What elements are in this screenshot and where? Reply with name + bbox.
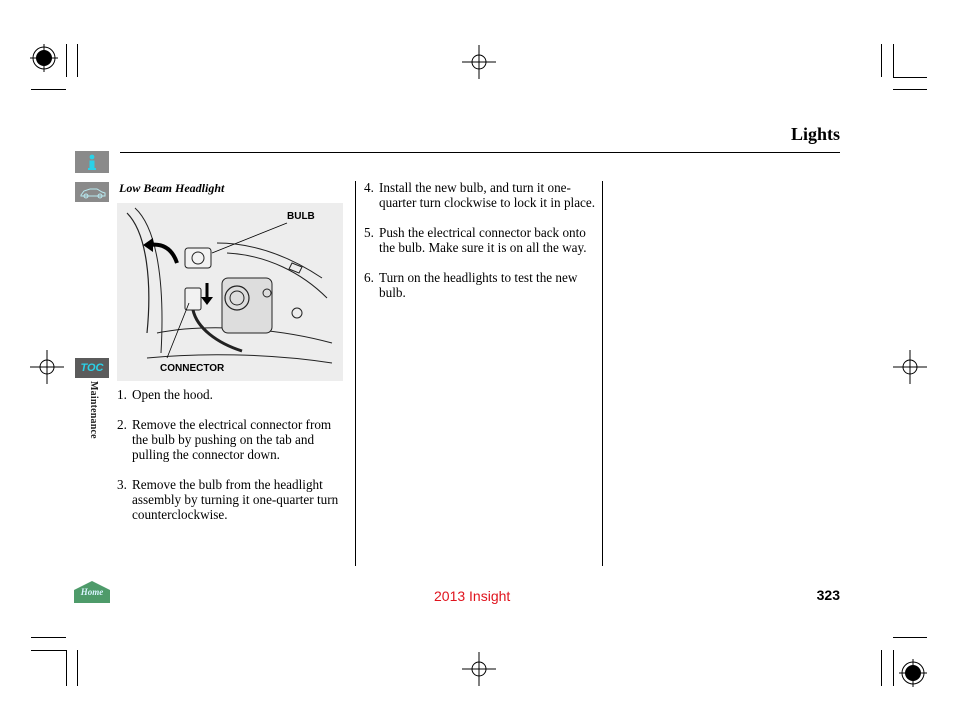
- info-icon: [75, 151, 109, 173]
- step-item: [117, 477, 349, 522]
- steps-list-left: [117, 387, 349, 537]
- step-text: Push the electrical connector back onto the bulb. Make sure it is on all the way.: [379, 225, 587, 255]
- figure-label-bulb: BULB: [287, 211, 315, 222]
- crosshair-icon: [462, 652, 496, 686]
- step-text: Install the new bulb, and turn it one-quarter turn clockwise to lock it in place.: [379, 180, 596, 210]
- info-tab[interactable]: [75, 151, 109, 173]
- step-number: 2.: [117, 417, 127, 432]
- step-text: Remove the electrical connector from the bulb by pushing on the tab and pulling the connector down.: [132, 417, 332, 462]
- step-item: [117, 387, 349, 402]
- step-number: 3.: [117, 477, 127, 492]
- step-item: [117, 417, 349, 462]
- column-divider: [355, 181, 356, 566]
- step-item: [364, 225, 596, 255]
- page-number: 323: [816, 587, 840, 603]
- page-title: Lights: [790, 124, 840, 144]
- step-item: [364, 270, 596, 300]
- registration-target-icon: [30, 44, 60, 74]
- title-divider: [120, 152, 840, 153]
- toc-tab[interactable]: [75, 358, 109, 378]
- step-text: Turn on the headlights to test the new bulb.: [379, 270, 578, 300]
- step-text: Open the hood.: [132, 387, 213, 402]
- figure-label-connector: CONNECTOR: [160, 363, 225, 374]
- column-divider: [602, 181, 603, 566]
- section-tab-label: Maintenance: [88, 381, 99, 439]
- headlight-illustration: [117, 203, 343, 381]
- section-heading: Low Beam Headlight: [119, 181, 225, 195]
- step-number: 5.: [364, 225, 374, 240]
- crosshair-icon: [462, 45, 496, 79]
- car-icon: [75, 182, 109, 202]
- vehicle-index-tab[interactable]: [75, 182, 109, 202]
- headlight-figure: [117, 203, 343, 381]
- steps-list-right: [364, 180, 596, 315]
- step-number: 4.: [364, 180, 374, 195]
- step-text: Remove the bulb from the headlight assembly by turning it one-quarter turn counterclockwise.: [132, 477, 339, 522]
- toc-label: TOC: [80, 362, 104, 374]
- registration-target-icon: [899, 659, 929, 689]
- step-number: 1.: [117, 387, 127, 402]
- step-number: 6.: [364, 270, 374, 285]
- step-item: [364, 180, 596, 210]
- home-label: Home: [80, 587, 104, 597]
- crosshair-icon: [30, 350, 64, 384]
- crosshair-icon: [893, 350, 927, 384]
- footer-model-name: 2013 Insight: [434, 588, 511, 604]
- home-button[interactable]: [74, 580, 110, 604]
